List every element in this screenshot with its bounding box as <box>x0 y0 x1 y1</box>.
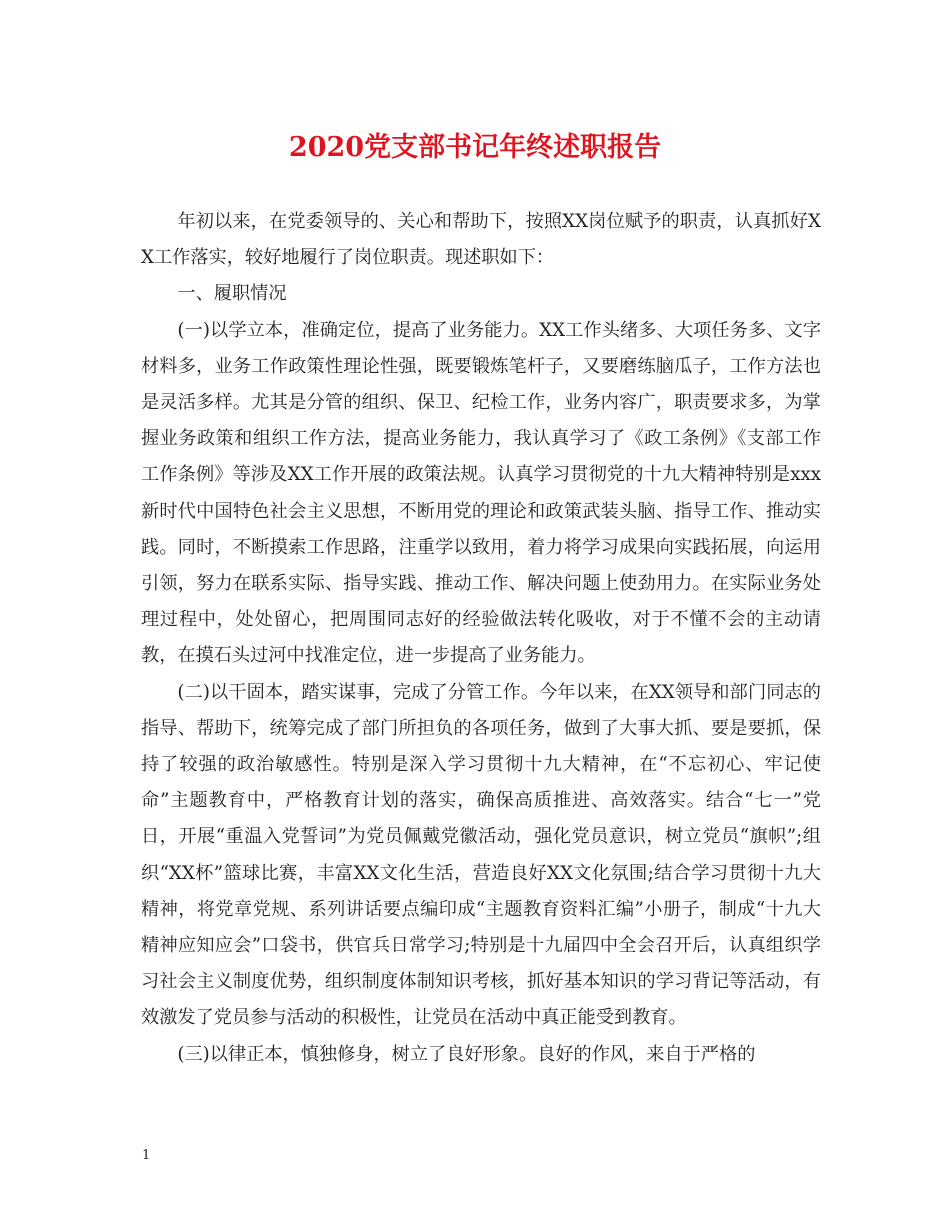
paragraph-three: (三)以律正本，慎独修身，树立了良好形象。良好的作风，来自于严格的 <box>177 1043 756 1065</box>
document-title: 2020党支部书记年终述职报告 <box>288 132 662 163</box>
page-number: 1 <box>142 1148 151 1163</box>
section-heading: 一、履职情况 <box>177 283 287 305</box>
paragraph-one: (一)以学立本，准确定位，提高了业务能力。XX工作头绪多、大项任务多、文字材料多，业务工作政策性理论性强，既要锻炼笔杆子，又要磨练脑瓜子，工作方法也是灵活多样。尤其是分管的组织、保卫、纪检工作，业务内容广，职责要求多，为掌握业务政策和组织工作方法，提高业务能力，我认真学习了《政工条例》《支部工作工作条例》等涉及XX工作开展的政策法规。认真学习贯彻党的十九大精神特别是xxx新时代中国特色社会主义思想，不断用党的理论和政策武装头脑、指导工作、推动实践。同时，不断摸索工作思路，注重学以致用，着力将学习成果向实践拓展，向运用引领，努力在联系实际、指导实践、推动工作、解决问题上使劲用力。在实际业务处理过程中，处处留心，把周围同志好的经验做法转化吸收，对于不懂不会的主动请教，在摸石头过河中找准定位，进一步提高了业务能力。 <box>141 319 821 667</box>
paragraph-two: (二)以干固本，踏实谋事，完成了分管工作。今年以来，在XX领导和部门同志的指导、帮助下，统筹完成了部门所担负的各项任务，做到了大事大抓、要是要抓，保持了较强的政治敏感性。特别是深入学习贯彻十九大精神，在“不忘初心、牢记使命”主题教育中，严格教育计划的落实，确保高质推进、高效落实。结合“七一”党日，开展“重温入党誓词”为党员佩戴党徽活动，强化党员意识，树立党员“旗帜”;组织“XX杯”篮球比赛，丰富XX文化生活，营造良好XX文化氛围;结合学习贯彻十九大精神，将党章党规、系列讲话要点编印成“主题教育资料汇编”小册子，制成“十九大精神应知应会”口袋书，供官兵日常学习;特别是十九届四中全会召开后，认真组织学习社会主义制度优势，组织制度体制知识考核，抓好基本知识的学习背记等活动，有效激发了党员参与活动的积极性，让党员在活动中真正能受到教育。 <box>141 681 821 1029</box>
paragraph-intro: 年初以来，在党委领导的、关心和帮助下，按照XX岗位赋予的职责，认真抓好XX工作落实，较好地履行了岗位职责。现述职如下： <box>141 211 821 269</box>
document-body <box>141 204 821 1073</box>
